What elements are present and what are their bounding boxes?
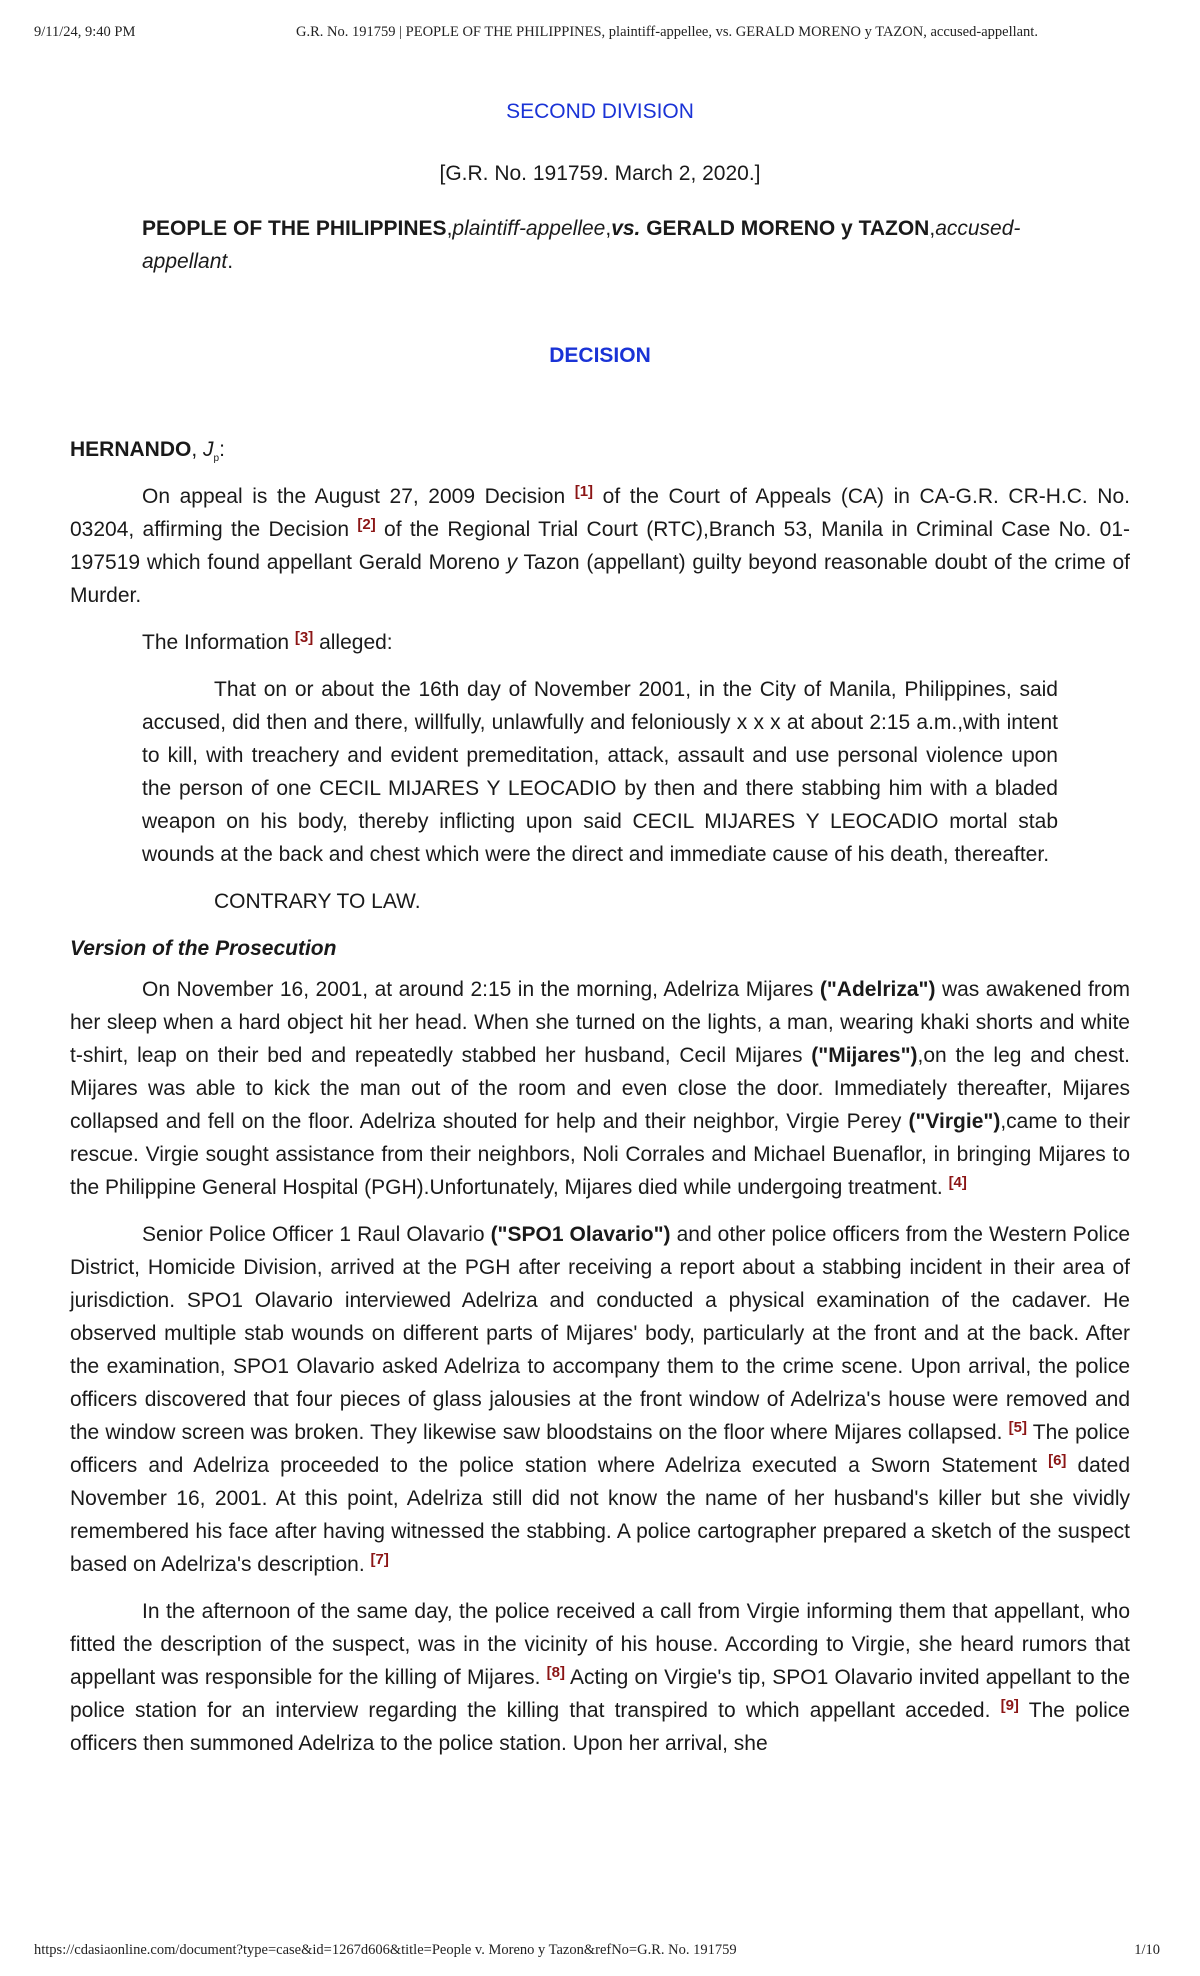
division-label: SECOND DIVISION [506,100,694,123]
text-run: alleged: [313,631,393,655]
footnote-link-4[interactable]: [4] [948,1174,967,1192]
text-run-bold: ("Mijares") [811,1044,918,1068]
print-datetime: 9/11/24, 9:40 PM [34,24,136,40]
ponente-name: HERNANDO [70,438,192,461]
page-number: 1/10 [1134,1942,1160,1958]
footnote-link-2[interactable]: [2] [357,516,376,534]
text-run: of the Regional Trial Court (RTC),Branch 53, Manila in Criminal Case No. 01-197519 which found appellant Gerald Moreno [70,518,1130,575]
accused-role: accused-appellant [142,217,1021,273]
ponente-sub: p [213,453,220,465]
paragraph-intro [70,480,1130,612]
text-run: On appeal is the August 27, 2009 Decision [142,485,575,509]
paragraph-information [70,626,1130,659]
footnote-link-1[interactable]: [1] [574,483,594,501]
text-run: of the Court of Appeals (CA) in CA-G.R. CR-H.C. No. 03204, affirming the Decision [70,485,1130,542]
text-run: Acting on Virgie's tip, SPO1 Olavario invited appellant to the police station for an interview regarding the killing that transpired to which appellant acceded. [70,1666,1131,1723]
text-run-italic: y [506,551,518,575]
text-run-bold: ("Virgie") [908,1110,1001,1134]
footnote-link-6[interactable]: [6] [1048,1452,1067,1470]
print-url[interactable]: https://cdasiaonline.com/document?type=case&id=1267d606&title=People v. Moreno y Tazon&refNo=G.R. No. 191759 [34,1942,737,1958]
decision-title: DECISION [549,344,651,367]
footnote-link-7[interactable]: [7] [370,1551,389,1569]
text-run: In the afternoon of the same day, the police received a call from Virgie informing them that appellant, who fitted the description of the suspect, was in the vicinity of his house. According to Virgie, she heard rumors that appellant was responsible for the killing of Mijares. [70,1600,1130,1690]
case-parties: PEOPLE OF THE PHILIPPINES,plaintiff-appellee,vs. GERALD MORENO y TAZON,accused-appellant. [142,217,1021,273]
text-run: dated November 16, 2001. At this point, Adelriza still did not know the name of her husband's killer but she vividly remembered his face after having witnessed the stabbing. A police cartographer prepared a sketch of the suspect based on Adelriza's description. [70,1454,1130,1577]
text-run: The Information [142,631,295,655]
text-run: On November 16, 2001, at around 2:15 in the morning, Adelriza Mijares [142,978,820,1002]
footnote-link-5[interactable]: [5] [1008,1419,1027,1437]
text-run-bold: ("Adelriza") [819,978,936,1002]
case-number: [G.R. No. 191759. March 2, 2020.] [439,162,761,185]
text-run: Tazon (appellant) guilty beyond reasonable doubt of the crime of Murder. [70,551,1130,608]
text-run: and other police officers from the Western Police District, Homicide Division, arrived at the PGH after receiving a report about a stabbing incident in their area of jurisdiction. SPO1 Olavario interviewed Adelriza and conducted a physical examination of the cadaver. He observed multiple stab wounds on different parts of Mijares' body, particularly at the front and at the back. After the examination, SPO1 Olavario asked Adelriza to accompany them to the crime scene. Upon arrival, the police officers discovered that four pieces of glass jalousies at the front window of Adelriza's house were removed and the window screen was broken. They likewise saw bloodstains on the floor where Mijares collapsed. [70,1223,1131,1445]
footnote-link-8[interactable]: [8] [546,1664,565,1682]
text-run: ,came to their rescue. Virgie sought assistance from their neighbors, Noli Corrales and Michael Buenaflor, in bringing Mijares to the Philippine General Hospital (PGH).Unfortunately, Mijares died while undergoing treatment. [70,1110,1130,1200]
paragraph-facts-1 [70,973,1130,1204]
ponente-title: J [203,438,214,461]
footnote-link-3[interactable]: [3] [294,629,314,647]
contrary-to-law: CONTRARY TO LAW. [214,890,421,914]
ponente-colon: : [219,438,225,461]
versus: vs. [611,217,641,240]
footnote-link-9[interactable]: [9] [1000,1697,1019,1715]
paragraph-facts-3 [70,1595,1130,1760]
document-body [70,100,1130,1760]
plaintiff-name: PEOPLE OF THE PHILIPPINES [142,217,447,240]
text-run-bold: ("SPO1 Olavario") [490,1223,671,1247]
paragraph-facts-2 [70,1218,1130,1581]
text-run: Senior Police Officer 1 Raul Olavario [142,1223,491,1247]
plaintiff-role: plaintiff-appellee [452,217,606,240]
text-run: was awakened from her sleep when a hard object hit her head. When she turned on the lights, a man, wearing khaki shorts and white t-shirt, leap on their bed and repeatedly stabbed her husband, Cecil Mijares [70,978,1130,1068]
accused-name: GERALD MORENO y TAZON [640,217,930,240]
print-title: G.R. No. 191759 | PEOPLE OF THE PHILIPPINES, plaintiff-appellee, vs. GERALD MORENO y TAZON, accused-appellant. [296,24,1038,40]
text-run: The police officers then summoned Adelriza to the police station. Upon her arrival, she [70,1699,1130,1756]
information-quote: That on or about the 16th day of November 2001, in the City of Manila, Philippines, said accused, did then and there, willfully, unlawfully and feloniously x x x at about 2:15 a.m.,with intent to kill, with treachery and evident premeditation, attack, assault and use personal violence upon the person of one CECIL MIJARES Y LEOCADIO by then and there stabbing him with a bladed weapon on his body, thereby inflicting upon said CECIL MIJARES Y LEOCADIO mortal stab wounds at the back and chest which were the direct and immediate cause of his death, thereafter. [142,678,1058,867]
text-run: The police officers and Adelriza proceeded to the police station where Adelriza executed a Sworn Statement [70,1421,1130,1478]
text-run: ,on the leg and chest. Mijares was able to kick the man out of the room and even close the door. Immediately thereafter, Mijares collapsed and fell on the floor. Adelriza shouted for help and their neighbor, Virgie Perey [70,1044,1131,1134]
section-heading-prosecution: Version of the Prosecution [70,937,337,961]
ponente: HERNANDO, $J_p$: [70,438,225,465]
